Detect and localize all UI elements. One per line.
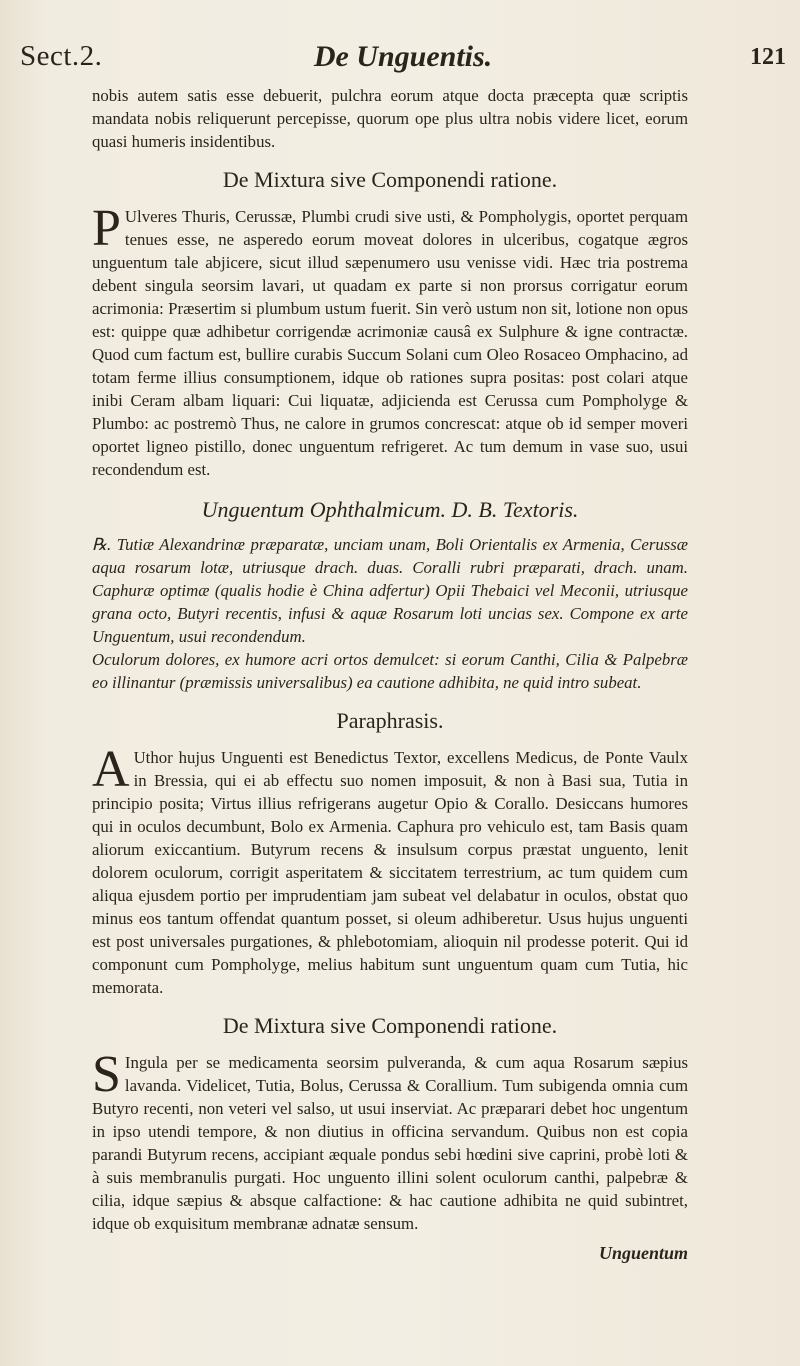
catchword: Unguentum [598,1243,688,1263]
section-label: Sect.2. [20,40,103,72]
running-title: De Unguentis. [313,40,493,73]
paraphrasis-heading: Paraphrasis. [336,708,444,733]
page-body [92,84,688,1264]
paragraph-text: Ulveres Thuris, Cerussæ, Plumbi crudi sive usti, & Pompholygis, oportet perquam tenues esse, ne asperedo eorum moveat dolores in ulceribus, cogatque ægros unguentum tale abjicere, sicut illud sæpenumero usu venisse vidi. Hæc tria postrema debent singula seorsim lavari, ut quadam ex parte si non prorsus corrigatur eorum acrimonia: Præsertim si plumbum ustum fuerit. Sin verò ustum non sit, lotione non opus est: quippe quæ adhibetur corrigendæ acrimoniæ causâ ex Sulphure & igne contractæ. Quod cum factum est, bullire curabis Succum Solani cum Oleo Rosaceo Omphacino, ad totam ferme illius consumptionem, idque ob rationes supra positas: post colari atque inibi Ceram albam liquari: Cui liquatæ, adjicienda est Cerussa cum Pompholyge & Plumbo: ac postremò Thus, ne calore in grumos concrescat: atque ob id semper moveri oportet ligneo pistillo, donec unguentum refrigeret. Ac tum demum in vase suo, usui recondendum est. [92,207,688,479]
paraphrasis-paragraph [92,741,688,999]
paragraph-text: Ingula per se medicamenta seorsim pulveranda, & cum aqua Rosarum sæpius lavanda. Videlicet, Tutia, Bolus, Cerussa & Corallium. Tum subigenda omnia cum Butyro recenti, non veteri vel salso, ut usui inserviat. Ac præparari debet hoc ungentum in ipso utendi tempore, & non diutius in officina servandum. Quibus non est copia parandi Butyrum recens, accipiant æquale pondus sebi hœdini sive caprini, probè loti & à suis membranulis purgati. Hoc unguento illini solent oculorum canthi, palpebræ & cilia, idque sæpius & absque calfactione: & hac cautione adhibita ne quid subintret, idque ob exquisitum membranæ adnatæ sensum. [92,1053,688,1233]
paragraph-text: Uthor hujus Unguenti est Benedictus Textor, excellens Medicus, de Ponte Vaulx in Bressia, qui ei ab effectu suo nomen imposuit, & non à Basi sua, Tutia in principio posita; Virtus illius refrigerans augetur Opio & Corallo. Desiccans humores qui in oculos decumbunt, Bolo ex Armenia. Caphura pro vehiculo est, tam Basis quam aliorum exiccantium. Butyrum recens & insulsum corpus præstat unguento, lenit dolorem oculorum, corrigit asperitatem & siccitatem terrestrium, ac tum quidem cum aliqua ejusdem portio per imprudentiam jam subeat vel delabatur in oculos, obstat quo minus eos tantum offendat quantum posset, si oleum adhiberetur. Usus hujus unguenti est post universales purgationes, & phlebotomiam, alioquin nil prodesse poterit. Qui id componunt cum Pompholyge, melius habitum sunt unguentum quam cum Tutia, hic memorata. [92,748,688,997]
drop-cap: P [92,200,121,257]
recipe-note: Oculorum dolores, ex humore acri ortos demulcet: si eorum Canthi, Cilia & Palpebræ eo illinantur (præmissis universalibus) ea cautione adhibita, ne quid intro subeat. [92,650,688,692]
page-number: 121 [750,44,786,70]
section-heading-mixtura-2: De Mixtura sive Componendi ratione. [222,1013,558,1038]
recipe-heading: Unguentum Ophthalmicum. D. B. Textoris. [201,497,579,522]
section-mixtura-paragraph [92,200,688,481]
running-header [20,40,786,80]
drop-cap: S [92,1046,121,1103]
recipe-text: ℞. Tutiæ Alexandrinæ præparatæ, unciam unam, Boli Orientalis ex Armenia, Cerussæ aqua rosarum lotæ, utriusque drach. duas. Coralli rubri præparati, drach. unam. Caphuræ optimæ (qualis hodie è China adfertur) Opii Thebaici vel Meconii, utriusque grana octo, Butyri recentis, infusi & aquæ Rosarum loti uncias sex. Compone ex arte Unguentum, usui recondendum. [92,535,688,646]
intro-paragraph: nobis autem satis esse debuerit, pulchra eorum atque docta præcepta quæ scriptis mandata nobis reliquerunt percepisse, quorum ope plus ultra nobis videre licet, eorum quasi humeris insidentibus. [92,86,688,151]
section-heading-mixtura: De Mixtura sive Componendi ratione. [222,167,558,192]
drop-cap: A [92,741,130,798]
section-mixtura-2-paragraph [92,1046,688,1235]
